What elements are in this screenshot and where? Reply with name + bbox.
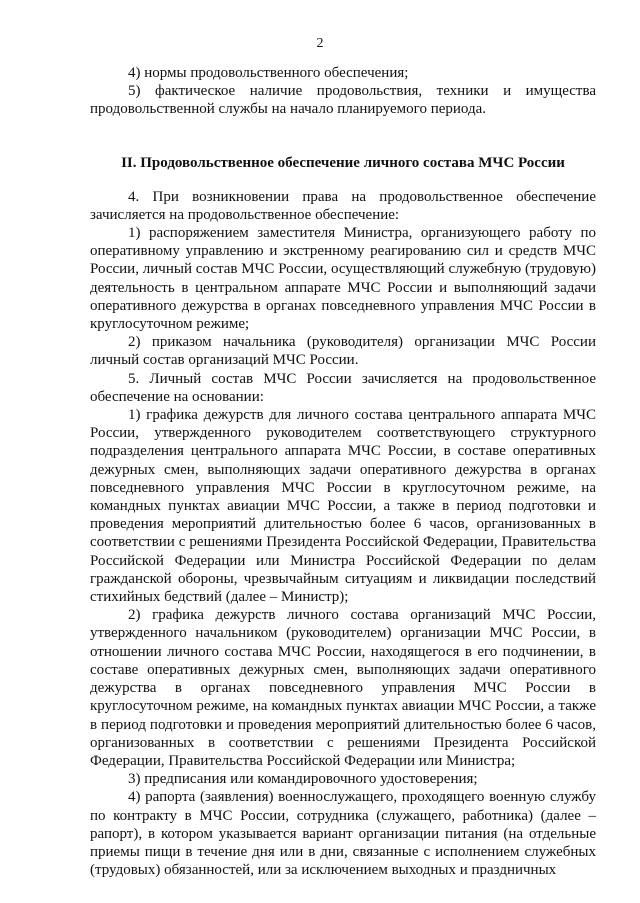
section-heading: II. Продовольственное обеспечение личного состава МЧС России: [121, 154, 565, 171]
paragraph-item-5-2: 2) графика дежурств личного состава организаций МЧС России, утвержденного начальником (руководителем) организации МЧС России, в отношении личного состава МЧС России, находящегося в его подчинении, в составе оперативных дежурных смен, выполняющих задачи оперативного дежурства в органах повседневного управления МЧС России в круглосуточном режиме, на командных пунктах авиации МЧС России, а также в период подготовки и проведения мероприятий длительностью более 6 часов, организованных в соответствии с решениями Президента Российской Федерации, Правительства Российской Федерации или Министра;: [90, 607, 596, 769]
page-number: 2: [316, 36, 324, 51]
document-body: [90, 64, 596, 879]
paragraph-item-4-2: 2) приказом начальника (руководителя) организации МЧС России личный состав организаций МЧС России.: [90, 334, 596, 369]
paragraph-actual-stock: 5) фактическое наличие продовольствия, техники и имущества продовольственной службы на начало планируемого периода.: [90, 83, 596, 118]
paragraph-norms: 4) нормы продовольственного обеспечения;: [128, 65, 409, 81]
paragraph-item-5-3: 3) предписания или командировочного удостоверения;: [128, 771, 478, 788]
paragraph-item-5: 5. Личный состав МЧС России зачисляется на продовольственное обеспечение на основании:: [90, 370, 596, 405]
paragraph-item-4-1: 1) распоряжением заместителя Министра, организующего работу по оперативному управлению и экстренному реагированию сил и средств МЧС России, личный состав МЧС России, осуществляющий служебную (трудовую) деятельность в центральном аппарате МЧС России и выполняющий задачи оперативного дежурства в органах повседневного управления МЧС России в круглосуточном режиме;: [90, 225, 596, 333]
paragraph-item-5-1: 1) графика дежурств для личного состава центрального аппарата МЧС России, утвержденного руководителем соответствующего структурного подразделения центрального аппарата МЧС России, в составе оперативных дежурных смен, выполняющих задачи оперативного дежурства в органах повседневного управления МЧС России в круглосуточном режиме, на командных пунктах авиации МЧС России, а также в период подготовки и проведения мероприятий длительностью более 6 часов, организованных в соответствии с решениями Президента Российской Федерации, Правительства Российской Федерации или Министра Российской Федерации по делам гражданской обороны, чрезвычайным ситуациям и ликвидации последствий стихийных бедствий (далее – Министр);: [90, 407, 596, 606]
paragraph-item-5-4: 4) рапорта (заявления) военнослужащего, проходящего военную службу по контракту в МЧС России, сотрудника (служащего, работника) (далее – рапорт), в котором указывается вариант организации питания (на отдельные приемы пищи в течение дня или в дни, связанные с исполнением служебных (трудовых) обязанностей, или за исключением выходных и праздничных: [90, 789, 596, 879]
paragraph-item-4: 4. При возникновении права на продовольственное обеспечение зачисляется на продовольственное обеспечение:: [90, 188, 596, 223]
